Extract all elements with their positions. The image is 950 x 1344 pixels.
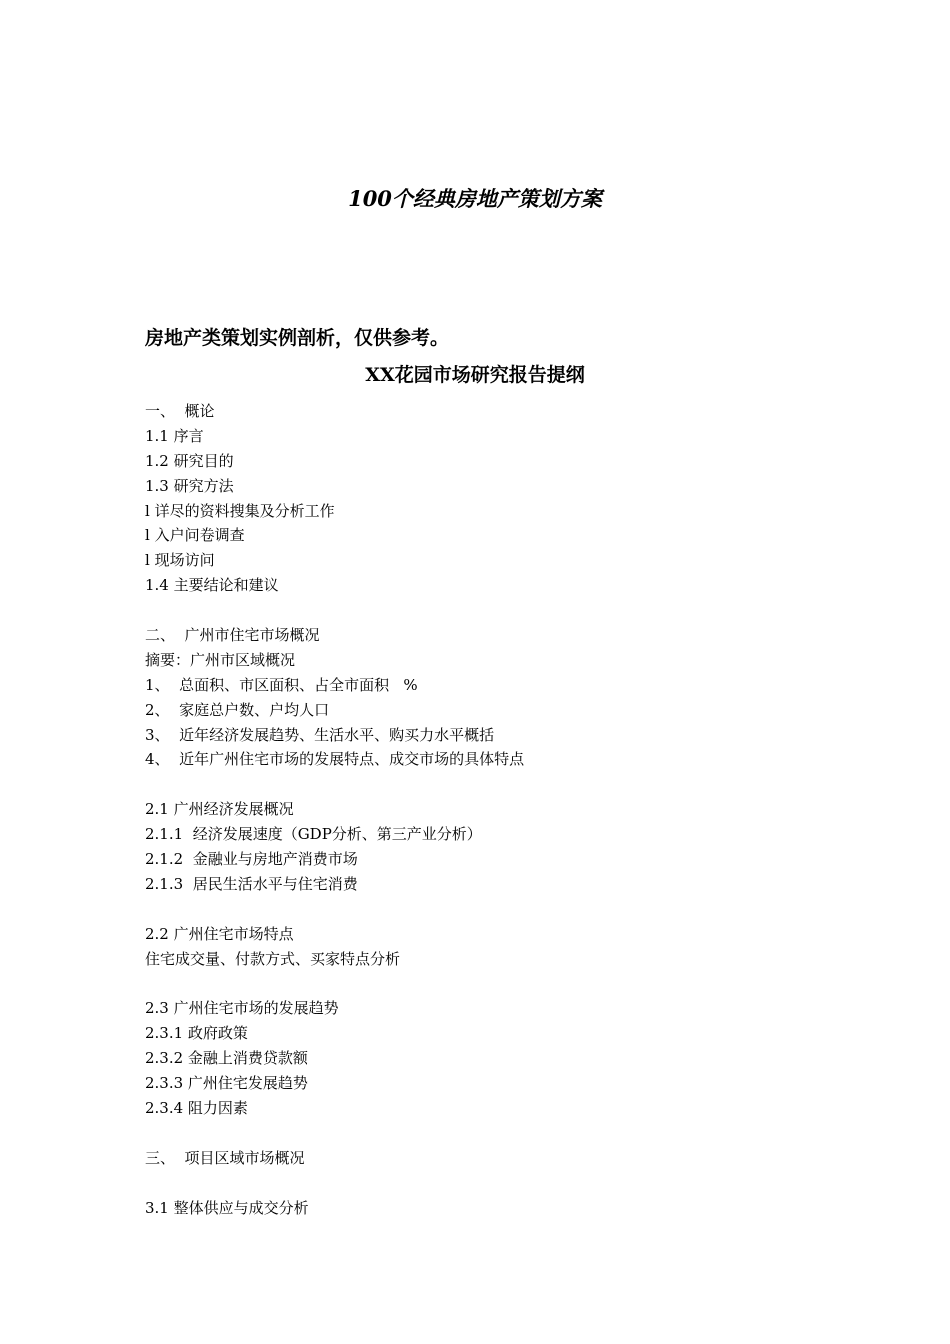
blank-line — [145, 897, 845, 922]
outline-item: l 入户问卷调查 — [145, 526, 245, 545]
blank-line — [145, 971, 845, 996]
outline-item: 一、 概论 — [145, 402, 215, 420]
outline-item: 2.1 广州经济发展概况 — [145, 800, 294, 819]
outline-item: 3、 近年经济发展趋势、生活水平、购买力水平概括 — [145, 725, 495, 744]
outline-item: 2.3 广州住宅市场的发展趋势 — [145, 999, 339, 1018]
outline-item: 2.3.1 政府政策 — [145, 1024, 248, 1043]
outline-list — [145, 399, 845, 1220]
outline-item: 1.3 研究方法 — [145, 476, 234, 495]
outline-item: 摘要：广州市区域概况 — [145, 650, 296, 669]
document-title: 100个经典房地产策划方案 — [348, 186, 602, 211]
outline-item: 二、 广州市住宅市场概况 — [145, 626, 320, 645]
blank-line — [145, 772, 845, 797]
outline-item: 2.1.1 经济发展速度（GDP分析、第三产业分析） — [145, 825, 482, 844]
outline-item: 1.4 主要结论和建议 — [145, 576, 279, 595]
report-subtitle: XX花园市场研究报告提纲 — [365, 364, 585, 386]
outline-item: 2.3.4 阻力因素 — [145, 1098, 248, 1117]
outline-item: 三、 项目区域市场概况 — [145, 1148, 305, 1167]
outline-item: 1.1 序言 — [145, 426, 204, 445]
outline-item: 2.2 广州住宅市场特点 — [145, 924, 294, 943]
outline-item: 2.3.3 广州住宅发展趋势 — [145, 1074, 308, 1093]
blank-line — [145, 1171, 845, 1196]
outline-item: 4、 近年广州住宅市场的发展特点、成交市场的具体特点 — [145, 750, 525, 769]
outline-item: 1、 总面积、市区面积、占全市面积 % — [145, 675, 418, 694]
outline-item: 2.1.3 居民生活水平与住宅消费 — [145, 874, 358, 893]
blank-line — [145, 598, 845, 623]
outline-item: 1.2 研究目的 — [145, 451, 234, 470]
outline-item: l 详尽的资料搜集及分析工作 — [145, 501, 335, 520]
outline-item: l 现场访问 — [145, 551, 215, 570]
outline-item: 3.1 整体供应与成交分析 — [145, 1198, 309, 1217]
blank-line — [145, 1121, 845, 1146]
outline-item: 2.1.2 金融业与房地产消费市场 — [145, 850, 358, 869]
outline-item: 2、 家庭总户数、户均人口 — [145, 700, 330, 719]
intro-heading: 房地产类策划实例剖析，仅供参考。 — [145, 327, 450, 349]
outline-item: 2.3.2 金融上消费贷款额 — [145, 1049, 308, 1068]
outline-item: 住宅成交量、付款方式、买家特点分析 — [145, 949, 401, 968]
